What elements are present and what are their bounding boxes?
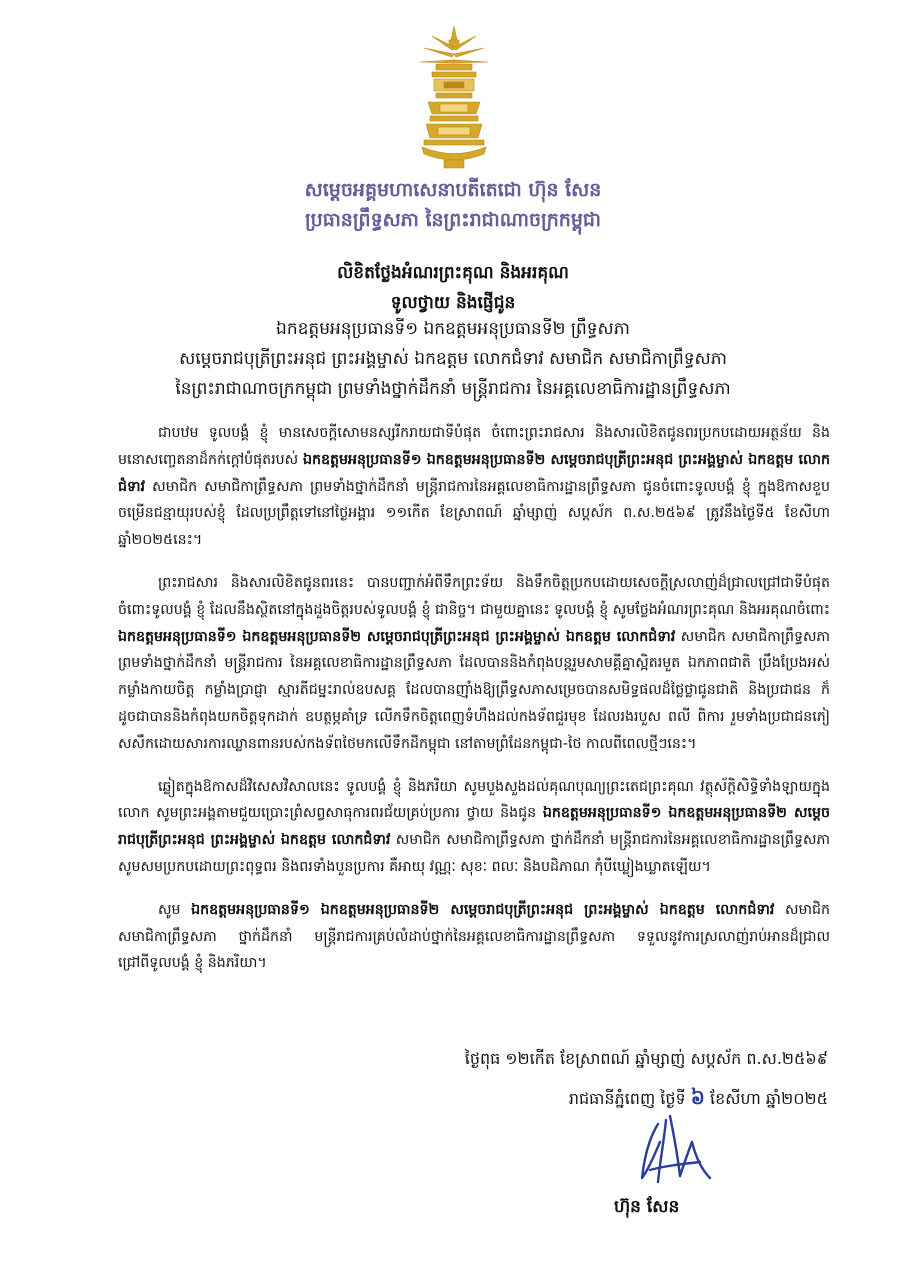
- paragraph-emphasis: ឯកឧត្តមអនុប្រធានទី១ ឯកឧត្តមអនុប្រធានទី២ សម្ដេចរាជបុត្រីព្រះអនុជ ព្រះអង្គម្ចាស់ ឯកឧត្តម លោកជំទាវ: [191, 901, 775, 918]
- paragraph-emphasis: ឯកឧត្តមអនុប្រធានទី១ ឯកឧត្តមអនុប្រធានទី២ សម្ដេចរាជបុត្រីព្រះអនុជ ព្រះអង្គម្ចាស់ ឯកឧត្តម លោកជំទាវ: [118, 628, 676, 645]
- paragraph-2: [118, 570, 830, 758]
- lunar-date: ថ្ងៃពុធ ១២កើត ខែស្រាពណ៍ ឆ្នាំម្សាញ់ សប្តស័ក ព.ស.២៥៦៩: [464, 1049, 828, 1068]
- paragraph-text: ឆ្លៀតក្នុងឱកាសដ៏វិសេសវិសាលនេះ ទូលបង្គំ ខ្ញុំ និងភរិយា សូមបួងសួងដល់គុណបុណ្យព្រះតេជព្រះគុណ វត្ថុស័ក្តិសិទ្ធិទាំងឡាយក្នុងលោក សូមព្រះអង្គតាមជួយប្រោះព្រំសព្វសាធុការពរជ័យគ្រប់ប្រការ ថ្វាយ និងជូន: [118, 778, 830, 822]
- letter-body: [118, 420, 830, 993]
- paragraph-text: ព្រះរាជសារ និងសារលិខិតជូនពរនេះ បានបញ្ជាក់អំពីទឹកព្រះទ័យ និងទឹកចិត្តប្រកបដោយសេចក្ដីស្រលាញ់ដ៏ជ្រាលជ្រៅជាទីបំផុតចំពោះទូលបង្គំ ខ្ញុំ ដែលនឹងស្ថិតនៅក្នុងដួងចិត្តរបស់ទូលបង្គំ ខ្ញុំ ជានិច្ច។ ជាមួយគ្នានេះ ទូលបង្គំ ខ្ញុំ សូមថ្លែងអំណរព្រះគុណ និងអរគុណចំពោះ: [118, 574, 830, 618]
- paragraph-text: ជាបឋម ទូលបង្គំ ខ្ញុំ មានសេចក្ដីសោមនស្សរីករាយជាទីបំផុត ចំពោះព្រះរាជសារ និងសារលិខិតជូនពរប្រកបដោយអត្ថន័យ និងមនោសញ្ចេតនាដ៏កក់ក្ដៅបំផុតរបស់: [118, 425, 830, 468]
- place-date-suffix: ខែសីហា ឆ្នាំ២០២៥: [710, 1089, 828, 1108]
- place-date-prefix: រាជធានីភ្នំពេញ ថ្ងៃទី: [568, 1089, 686, 1108]
- senate-emblem-icon: [418, 26, 490, 170]
- paragraph-emphasis: ឯកឧត្តមអនុប្រធានទី១ ឯកឧត្តមអនុប្រធានទី២ សម្ដេចរាជបុត្រីព្រះអនុជ ព្រះអង្គម្ចាស់ ឯកឧត្តម លោកជំទាវ: [118, 451, 831, 495]
- paragraph-text: សមាជិក សមាជិកាព្រឹទ្ធសភា ថ្នាក់ដឹកនាំ មន្ត្រីរាជការនៃអគ្គលេខាធិការដ្ឋានព្រឹទ្ធសភា សូមសមប្រកបដោយព្រះពុទ្ធពរ និងពរទាំងបួនប្រការ គឺអាយុ វណ្ណៈ សុខៈ ពលៈ និងបដិភាណ កុំបីឃ្លៀងឃ្លាតឡើយ។: [118, 832, 830, 875]
- paragraph-emphasis: ឯកឧត្តមអនុប្រធានទី១ ឯកឧត្តមអនុប្រធានទី២ សម្ដេចរាជបុត្រីព្រះអនុជ ព្រះអង្គម្ចាស់ ឯកឧត្តម លោកជំទាវ: [118, 805, 830, 849]
- paragraph-1: [118, 420, 830, 554]
- paragraph-4: [118, 897, 830, 977]
- recipients-line-2: សម្ដេចរាជបុត្រីព្រះអនុជ ព្រះអង្គម្ចាស់ ឯកឧត្តម លោកជំទាវ សមាជិក សមាជិកាព្រឹទ្ធសភា: [179, 349, 727, 369]
- paragraph-text: សូម: [158, 901, 192, 918]
- handwritten-day: ៦: [690, 1085, 705, 1109]
- paragraph-text: សមាជិក សមាជិកាព្រឹទ្ធសភា ថ្នាក់ដឹកនាំ មន្ត្រីរាជការគ្រប់លំដាប់ថ្នាក់នៃអគ្គលេខាធិការដ្ឋានព្រឹទ្ធសភា ទទួលនូវការស្រលាញ់រាប់អានដ៏ជ្រាលជ្រៅពីទូលបង្គំ ខ្ញុំ និងភរិយា។: [118, 901, 831, 972]
- paragraph-3: [118, 774, 830, 881]
- recipients-line-3: នៃព្រះរាជាណាចក្រកម្ពុជា ព្រមទាំងថ្នាក់ដឹកនាំ មន្ត្រីរាជការ នៃអគ្គលេខាធិការដ្ឋានព្រឹទ្ធសភា: [175, 379, 731, 399]
- header-name: សម្ដេចអគ្គមហាសេនាបតីតេជោ ហ៊ុន សែន: [304, 179, 602, 201]
- header-position: ប្រធានព្រឹទ្ធសភា នៃព្រះរាជាណាចក្រកម្ពុជា: [305, 209, 601, 231]
- letter-subtitle: ទូលថ្វាយ និងផ្ញើជូន: [390, 293, 516, 313]
- paragraph-text: សមាជិក សមាជិកាព្រឹទ្ធសភា ព្រមទាំងថ្នាក់ដឹកនាំ មន្ត្រីរាជការនៃអគ្គលេខាធិការដ្ឋានព្រឹទ្ធសភា ជូនចំពោះទូលបង្គំ ខ្ញុំ ក្នុងឱកាសខួបចម្រើនជន្មាយុរបស់ខ្ញុំ ដែលប្រព្រឹត្តទៅនៅថ្ងៃអង្គារ ១១កើត ខែស្រាពណ៍ ឆ្នាំម្សាញ់ សប្តស័ក ព.ស.២៥៦៩ ត្រូវនឹងថ្ងៃទី៥ ខែសីហា ឆ្នាំ២០២៥នេះ។: [118, 478, 830, 549]
- letter-title: លិខិតថ្លែងអំណរព្រះគុណ និងអរគុណ: [337, 263, 569, 283]
- signature-icon: [630, 1112, 740, 1192]
- place-date: [569, 1084, 828, 1114]
- recipients-line-1: ឯកឧត្តមអនុប្រធានទី១ ឯកឧត្តមអនុប្រធានទី២ ព្រឹទ្ធសភា: [276, 319, 630, 339]
- paragraph-text: សមាជិក សមាជិកាព្រឹទ្ធសភា ព្រមទាំងថ្នាក់ដឹកនាំ មន្ត្រីរាជការ នៃអគ្គលេខាធិការដ្ឋានព្រឹទ្ធសភា ដែលបាននិងកំពុងបន្តរួមសាមគ្គីគ្នាស្អិតរមួត ឯកភាពជាតិ ប្រឹងប្រែងអស់កម្លាំងកាយចិត្ត កម្លាំងប្រាជ្ញា ស្មារតីជម្នះរាល់ឧបសគ្គ ដែលបានញ៉ាំងឱ្យព្រឹទ្ធសភាសម្រេចបានសមិទ្ធផលដ៏ថ្លៃថ្លាជូនជាតិ និងប្រជាជន ក៏ដូចជាបាននិងកំពុងយកចិត្តទុកដាក់ ឧបត្ថម្ភគាំទ្រ លើកទឹកចិត្តពេញទំហឹងដល់កងទ័ពជួរមុខ ដែលរងរបួស ពលី ពិការ រួមទាំងប្រជាជនភៀសសឹកដោយសារការឈ្លានពានរបស់កងទ័ពថៃមកលើទឹកដីកម្ពុជា នៅតាមព្រំដែនកម្ពុជា-ថៃ កាលពីពេលថ្មីៗនេះ។: [118, 628, 830, 752]
- signatory-name: ហ៊ុន សែន: [614, 1197, 680, 1217]
